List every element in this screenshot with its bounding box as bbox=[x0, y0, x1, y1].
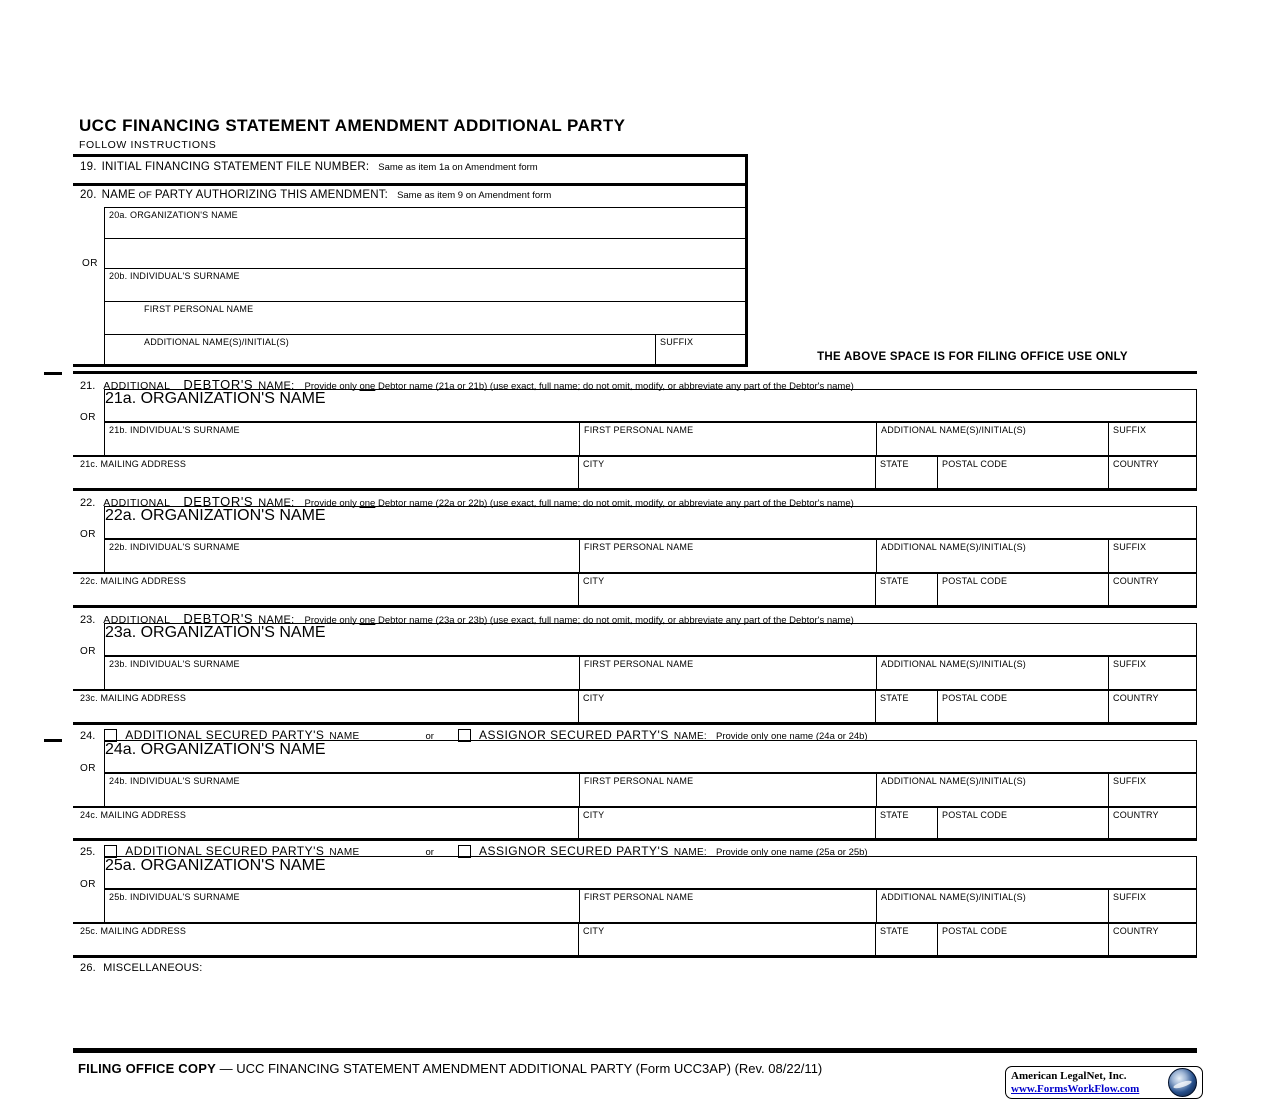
field-25a-organization-name[interactable] bbox=[104, 856, 1197, 888]
field-22a-label: 22a. ORGANIZATION'S NAME bbox=[105, 507, 326, 524]
field-23a-organization-name[interactable] bbox=[104, 623, 1197, 655]
field-26-miscellaneous[interactable] bbox=[73, 976, 1197, 1048]
section-22-individual-row bbox=[104, 538, 1197, 572]
field-25-postal-code[interactable]: POSTAL CODE bbox=[937, 924, 1108, 955]
field-25-first-personal-name[interactable]: FIRST PERSONAL NAME bbox=[579, 890, 876, 922]
section-25-instruction: Provide only one name (25a or 25b) bbox=[716, 847, 868, 858]
section-21-title: DEBTOR'S bbox=[183, 377, 254, 392]
section-22-title: DEBTOR'S bbox=[183, 494, 254, 509]
section-23-title-small: NAME: bbox=[258, 614, 295, 626]
field-22-first-personal-name[interactable]: FIRST PERSONAL NAME bbox=[579, 540, 876, 572]
field-24-additional-names[interactable]: ADDITIONAL NAME(S)/INITIAL(S) bbox=[876, 774, 1108, 806]
section-25-label-additional: ADDITIONAL SECURED PARTY'S bbox=[125, 844, 325, 858]
field-25c-mailing-address[interactable]: 25c. MAILING ADDRESS bbox=[80, 926, 187, 936]
divider bbox=[745, 154, 748, 367]
field-23a-label: 23a. ORGANIZATION'S NAME bbox=[105, 624, 326, 641]
section-23-number: 23. bbox=[80, 614, 96, 626]
field-20-additional-names[interactable] bbox=[105, 335, 655, 364]
field-20b-individual-surname[interactable] bbox=[104, 268, 745, 301]
field-23-postal-code[interactable]: POSTAL CODE bbox=[937, 691, 1108, 722]
legalnet-url-link[interactable]: www.FormsWorkFlow.com bbox=[1011, 1082, 1140, 1095]
form-subtitle: FOLLOW INSTRUCTIONS bbox=[79, 139, 217, 151]
section-23-address-row bbox=[73, 689, 1197, 722]
filing-office-note: THE ABOVE SPACE IS FOR FILING OFFICE USE ONLY bbox=[817, 351, 1128, 363]
section-24-label-assignor: ASSIGNOR SECURED PARTY'S bbox=[478, 728, 669, 742]
section-21-instruction: Provide only one Debtor name (21a or 21b) (use exact, full name; do not omit, modify, or abbreviate any part of the Debtor's name) bbox=[304, 381, 854, 392]
field-22-suffix[interactable]: SUFFIX bbox=[1108, 540, 1196, 572]
section-24-or-choice: or bbox=[425, 731, 434, 742]
section-23-individual-row bbox=[104, 655, 1197, 689]
section-24-number: 24. bbox=[80, 730, 96, 742]
section-25-number: 25. bbox=[80, 846, 96, 858]
field-25-suffix[interactable]: SUFFIX bbox=[1108, 890, 1196, 922]
section-24-or-label: OR bbox=[80, 763, 96, 774]
section-24-label-assignor-name: NAME: bbox=[673, 731, 708, 742]
section-22-or-label: OR bbox=[80, 529, 96, 540]
field-22c-mailing-address[interactable]: 22c. MAILING ADDRESS bbox=[80, 576, 187, 586]
field-23-state[interactable]: STATE bbox=[875, 691, 937, 722]
field-20a-organization-name-line2[interactable] bbox=[104, 238, 745, 268]
section-22-instruction: Provide only one Debtor name (22a or 22b) (use exact, full name; do not omit, modify, or abbreviate any part of the Debtor's name) bbox=[304, 498, 854, 509]
section-21-qualifier: ADDITIONAL bbox=[103, 380, 171, 392]
field-20-first-name-label: FIRST PERSONAL NAME bbox=[144, 304, 254, 314]
field-21a-label: 21a. ORGANIZATION'S NAME bbox=[105, 390, 326, 407]
item19-label: INITIAL FINANCING STATEMENT FILE NUMBER: bbox=[101, 161, 370, 173]
item19-hint: Same as item 1a on Amendment form bbox=[378, 162, 538, 173]
section-25-label-assignor-name: NAME: bbox=[673, 847, 708, 858]
field-23b-individual-surname[interactable]: 23b. INDIVIDUAL'S SURNAME bbox=[109, 659, 240, 669]
field-24a-label: 24a. ORGANIZATION'S NAME bbox=[105, 741, 326, 758]
section-25-individual-row bbox=[104, 888, 1197, 922]
field-24b-individual-surname[interactable]: 24b. INDIVIDUAL'S SURNAME bbox=[109, 776, 240, 786]
field-25a-label: 25a. ORGANIZATION'S NAME bbox=[105, 857, 326, 874]
field-21-city[interactable]: CITY bbox=[578, 457, 875, 488]
field-24-first-personal-name[interactable]: FIRST PERSONAL NAME bbox=[579, 774, 876, 806]
section-23-instruction: Provide only one Debtor name (23a or 23b) (use exact, full name; do not omit, modify, or abbreviate any part of the Debtor's name) bbox=[304, 615, 854, 626]
field-23-first-personal-name[interactable]: FIRST PERSONAL NAME bbox=[579, 657, 876, 689]
divider bbox=[73, 1048, 1197, 1053]
section-26-number: 26. bbox=[80, 962, 96, 974]
field-22b-individual-surname[interactable]: 22b. INDIVIDUAL'S SURNAME bbox=[109, 542, 240, 552]
section-22-address-row bbox=[73, 572, 1197, 605]
legalnet-company: American LegalNet, Inc. bbox=[1011, 1069, 1127, 1082]
section-25-or-label: OR bbox=[80, 879, 96, 890]
field-21-suffix[interactable]: SUFFIX bbox=[1108, 423, 1196, 455]
field-24-postal-code[interactable]: POSTAL CODE bbox=[937, 808, 1108, 839]
field-25-state[interactable]: STATE bbox=[875, 924, 937, 955]
field-20-additional-names-label: ADDITIONAL NAME(S)/INITIAL(S) bbox=[144, 337, 289, 347]
field-22-additional-names[interactable]: ADDITIONAL NAME(S)/INITIAL(S) bbox=[876, 540, 1108, 572]
section-24-address-row bbox=[73, 806, 1197, 839]
field-22-postal-code[interactable]: POSTAL CODE bbox=[937, 574, 1108, 605]
field-20-additional-names-row bbox=[104, 334, 745, 364]
footer-form-id: UCC FINANCING STATEMENT AMENDMENT ADDITIONAL PARTY (Form UCC3AP) (Rev. 08/22/11) bbox=[236, 1061, 823, 1076]
section-24-individual-row bbox=[104, 772, 1197, 806]
section-25-secured-party bbox=[73, 838, 1197, 955]
field-24-city[interactable]: CITY bbox=[578, 808, 875, 839]
field-22-country[interactable]: COUNTRY bbox=[1108, 574, 1196, 605]
field-25-additional-names[interactable]: ADDITIONAL NAME(S)/INITIAL(S) bbox=[876, 890, 1108, 922]
field-19-file-number[interactable] bbox=[460, 166, 740, 180]
field-21-state[interactable]: STATE bbox=[875, 457, 937, 488]
section-26-header bbox=[80, 962, 203, 974]
section-22-title-small: NAME: bbox=[258, 497, 295, 509]
field-23-city[interactable]: CITY bbox=[578, 691, 875, 722]
section-23-qualifier: ADDITIONAL bbox=[103, 614, 171, 626]
field-24-country[interactable]: COUNTRY bbox=[1108, 808, 1196, 839]
section-25-address-row bbox=[73, 922, 1197, 955]
field-24c-mailing-address[interactable]: 24c. MAILING ADDRESS bbox=[80, 810, 187, 820]
section-21-or-label: OR bbox=[80, 412, 96, 423]
item20-label-of: OF bbox=[138, 190, 152, 201]
field-25b-individual-surname[interactable]: 25b. INDIVIDUAL'S SURNAME bbox=[109, 892, 240, 902]
section-22-additional-debtor bbox=[73, 488, 1197, 605]
section-23-or-label: OR bbox=[80, 646, 96, 657]
field-21-first-personal-name[interactable]: FIRST PERSONAL NAME bbox=[579, 423, 876, 455]
field-20-suffix-label: SUFFIX bbox=[660, 337, 694, 347]
field-20a-label: 20a. ORGANIZATION'S NAME bbox=[109, 210, 238, 220]
section-21-additional-debtor bbox=[73, 371, 1197, 488]
field-23c-mailing-address[interactable]: 23c. MAILING ADDRESS bbox=[80, 693, 187, 703]
section-25-label-assignor: ASSIGNOR SECURED PARTY'S bbox=[478, 844, 669, 858]
field-25-city[interactable]: CITY bbox=[578, 924, 875, 955]
item19-number: 19. bbox=[80, 161, 97, 173]
section-23-title: DEBTOR'S bbox=[183, 611, 254, 626]
section-21-title-small: NAME: bbox=[258, 380, 295, 392]
item20-header bbox=[80, 189, 551, 201]
section-21-number: 21. bbox=[80, 380, 96, 392]
registration-mark bbox=[44, 372, 62, 375]
section-23-additional-debtor bbox=[73, 605, 1197, 722]
item20-number: 20. bbox=[80, 189, 97, 201]
divider bbox=[73, 154, 748, 157]
field-24-state[interactable]: STATE bbox=[875, 808, 937, 839]
registration-mark bbox=[44, 739, 62, 742]
section-25-label-additional-name: NAME bbox=[329, 847, 360, 858]
field-22a-organization-name[interactable] bbox=[104, 506, 1197, 538]
field-21a-organization-name[interactable] bbox=[104, 389, 1197, 421]
section-26-miscellaneous bbox=[73, 955, 1197, 1048]
form-title: UCC FINANCING STATEMENT AMENDMENT ADDITIONAL PARTY bbox=[79, 116, 626, 135]
field-21b-individual-surname[interactable]: 21b. INDIVIDUAL'S SURNAME bbox=[109, 425, 240, 435]
field-20-suffix[interactable] bbox=[655, 335, 745, 364]
item20-label-name: NAME bbox=[101, 189, 136, 201]
section-24-secured-party bbox=[73, 722, 1197, 839]
footer-line bbox=[78, 1061, 822, 1076]
section-22-number: 22. bbox=[80, 497, 96, 509]
item20-label-rest: PARTY AUTHORIZING THIS AMENDMENT: bbox=[154, 189, 389, 201]
field-24-suffix[interactable]: SUFFIX bbox=[1108, 774, 1196, 806]
field-23-country[interactable]: COUNTRY bbox=[1108, 691, 1196, 722]
globe-logo-icon bbox=[1168, 1068, 1197, 1097]
field-21c-mailing-address[interactable]: 21c. MAILING ADDRESS bbox=[80, 459, 187, 469]
field-23-suffix[interactable]: SUFFIX bbox=[1108, 657, 1196, 689]
section-21-individual-row bbox=[104, 421, 1197, 455]
section-26-label: MISCELLANEOUS: bbox=[103, 962, 203, 974]
item20-or-label: OR bbox=[82, 258, 98, 269]
section-24-label-additional-name: NAME bbox=[329, 731, 360, 742]
field-20-first-personal-name[interactable] bbox=[104, 301, 745, 334]
field-22-state[interactable]: STATE bbox=[875, 574, 937, 605]
footer-separator: — bbox=[219, 1061, 233, 1076]
section-22-qualifier: ADDITIONAL bbox=[103, 497, 171, 509]
legalnet-text bbox=[1011, 1070, 1168, 1095]
section-25-or-choice: or bbox=[425, 847, 434, 858]
divider bbox=[73, 364, 748, 367]
field-21-country[interactable]: COUNTRY bbox=[1108, 457, 1196, 488]
item20-hint: Same as item 9 on Amendment form bbox=[397, 190, 552, 201]
field-22-city[interactable]: CITY bbox=[578, 574, 875, 605]
footer-copy-label: FILING OFFICE COPY bbox=[78, 1061, 216, 1076]
field-21-postal-code[interactable]: POSTAL CODE bbox=[937, 457, 1108, 488]
divider bbox=[73, 183, 748, 186]
legalnet-badge bbox=[1005, 1066, 1203, 1099]
section-24-label-additional: ADDITIONAL SECURED PARTY'S bbox=[125, 728, 325, 742]
field-25-country[interactable]: COUNTRY bbox=[1108, 924, 1196, 955]
section-21-address-row bbox=[73, 455, 1197, 488]
field-20b-label: 20b. INDIVIDUAL'S SURNAME bbox=[109, 271, 240, 281]
field-23-additional-names[interactable]: ADDITIONAL NAME(S)/INITIAL(S) bbox=[876, 657, 1108, 689]
field-21-additional-names[interactable]: ADDITIONAL NAME(S)/INITIAL(S) bbox=[876, 423, 1108, 455]
field-24a-organization-name[interactable] bbox=[104, 740, 1197, 772]
field-20a-organization-name[interactable] bbox=[104, 207, 745, 238]
section-24-instruction: Provide only one name (24a or 24b) bbox=[716, 731, 868, 742]
